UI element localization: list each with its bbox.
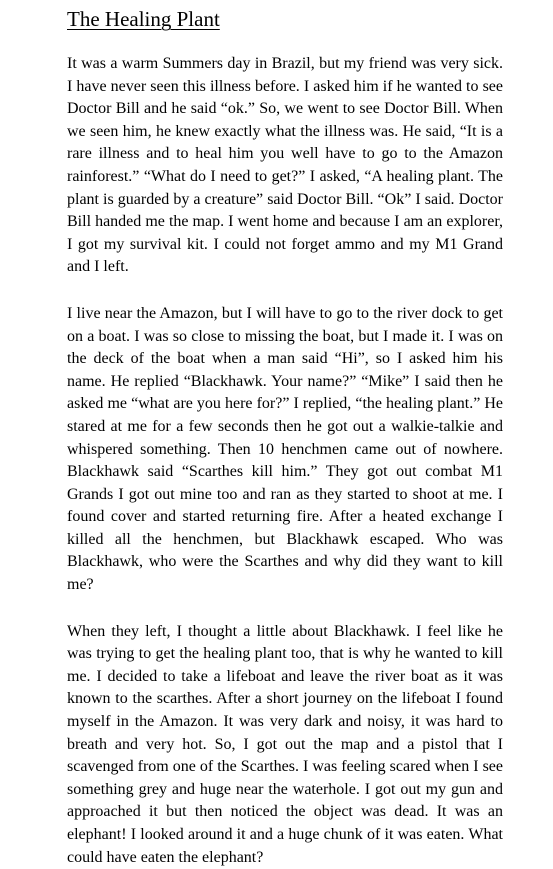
paragraph-1: It was a warm Summers day in Brazil, but my friend was very sick. I have never seen this illness before. I asked him if he wanted to see Doctor Bill and he said “ok.” So, we went to see Doctor Bill. When we seen him, he knew exactly what the illness was. He said, “It is a rare illness and to heal him you well have to go to the Amazon rainforest.” “What do I need to get?” I asked, “A healing plant. The plant is guarded by a creature” said Doctor Bill. “Ok” I said. Doctor Bill handed me the map. I went home and because I am an explorer, I got my survival kit. I could not forget ammo and my M1 Grand and I left.	[67, 55, 503, 276]
document-title: The Healing Plant	[67, 7, 220, 31]
paragraph-2: I live near the Amazon, but I will have to go to the river dock to get on a boat. I was so close to missing the boat, but I made it. I was on the deck of the boat when a man said “Hi”, so I asked him his name. He replied “Blackhawk. Your name?” “Mike” I said then he asked me “what are you here for?” I replied, “the healing plant.” He stared at me for a few seconds then he got out a walkie-talkie and whispered something. Then 10 henchmen came out of nowhere. Blackhawk said “Scarthes kill him.” They got out combat M1 Grands I got out mine too and ran as they started to shoot at me. I found cover and started returning fire. After a heated exchange I killed all the henchmen, but Blackhawk escaped. Who was Blackhawk, who were the Scarthes and why did they want to kill me?	[67, 304, 503, 594]
paragraph-3: When they left, I thought a little about Blackhawk. I feel like he was trying to get the healing plant too, that is why he wanted to kill me. I decided to take a lifeboat and leave the river boat as it was known to the scarthes. After a short journey on the lifeboat I found myself in the Amazon. It was very dark and noisy, it was hard to breath and very hot. So, I got out the map and a pistol that I scavenged from one of the Scarthes. I was feeling scared when I see something grey and huge near the waterhole. I got out my gun and approached it but then noticed the object was dead. It was an elephant! I looked around it and a huge chunk of it was eaten. What could have eaten the elephant?	[67, 622, 503, 866]
